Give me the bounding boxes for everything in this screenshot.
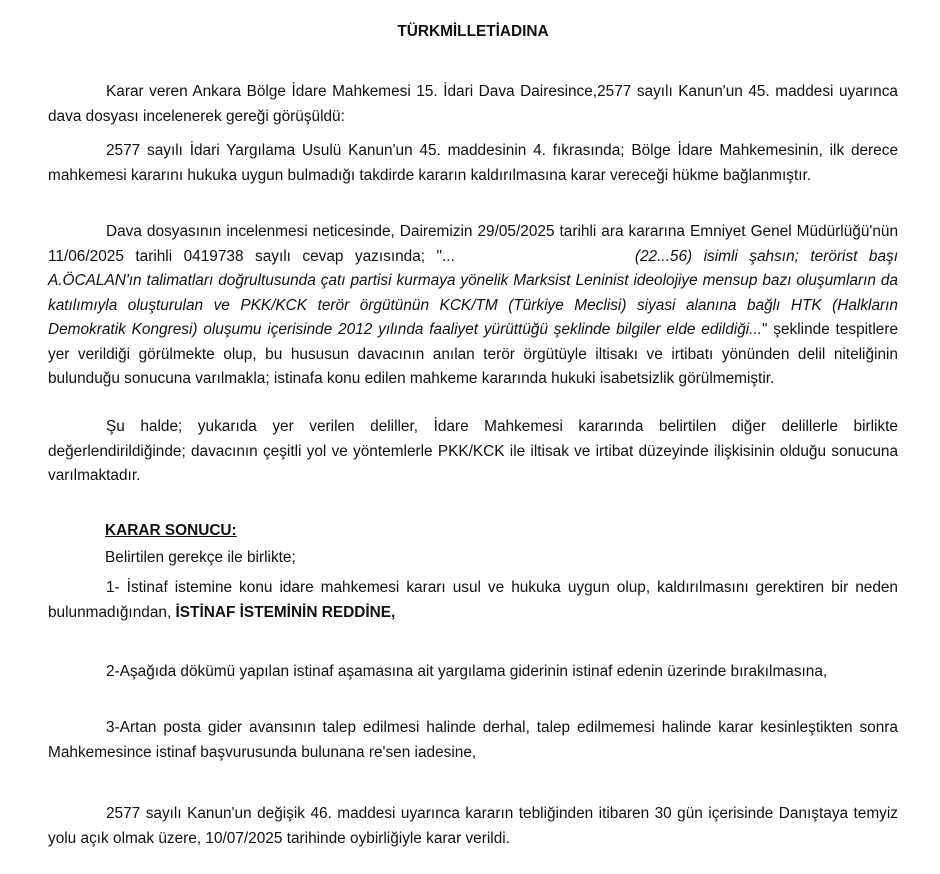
decision-intro: Belirtilen gerekçe ile birlikte; — [105, 549, 296, 566]
document-title: TÜRKMİLLETİADINA — [397, 23, 549, 40]
final-statement: 2577 sayılı Kanun'un değişik 46. maddesi uyarınca kararın tebliğinden itibaren 30 gün içerisinde Danıştaya temyiz yolu açık olmak üzere, 10/07/2025 tarihinde oybirliğiyle karar verildi. — [48, 805, 898, 847]
paragraph-conclusion: Şu halde; yukarıda yer verilen deliller, İdare Mahkemesi kararında belirtilen diğer delillerle birlikte değerlendirildiğinde; davacının çeşitli yol ve yöntemlerle PKK/KCK ile iltisak ve irtibat düzeyinde ilişkisinin olduğu sonucuna varılmaktadır. — [48, 418, 898, 484]
case-review-tail: " şeklinde tespitlere yer verildiği görülmekte olup, bu hususun davacının anılan terör örgütüyle iltisakı ve irtibatı yönünden delil niteliğinin bulunduğu sonucuna varılmakla; istinafa konu edilen mahkeme kararında hukuki isabetsizlik görülmemiştir. — [48, 321, 898, 387]
paragraph-law-article: 2577 sayılı İdari Yargılama Usulü Kanun'un 45. maddesinin 4. fıkrasında; Bölge İdare Mahkemesinin, ilk derece mahkemesi kararını hukuka uygun bulmadığı takdirde kararın kaldırılmasına karar vereceği hükme bağlanmıştır. — [48, 142, 898, 184]
decision-item-1 — [48, 576, 898, 625]
paragraph-intro: Karar veren Ankara Bölge İdare Mahkemesi 15. İdari Dava Dairesince,2577 sayılı Kanun'un 45. maddesi uyarınca dava dosyası incelenerek gereği görüşüldü: — [48, 83, 898, 125]
decision-item-1-text: 1- İstinaf istemine konu idare mahkemesi kararı usul ve hukuka uygun olup, kaldırılmasını gerektiren bir neden bulunmadığından, — [48, 579, 898, 621]
paragraph-case-review — [48, 220, 898, 392]
decision-heading: KARAR SONUCU: — [105, 522, 237, 539]
case-review-quote: (22...56) isimli şahsın; terörist başı A.ÖCALAN'ın talimatları doğrultusunda çatı partisi kurmaya yönelik Marksist Leninist ideolojiye mensup bazı oluşumların da katılımıyla oluşturulan ve PKK/KCK terör örgütünün KCK/TM (Türkiye Meclisi) siyasi alanına bağlı HTK (Halkların Demokratik Kongresi) oluşumu içerisinde 2012 yılında faaliyet yürüttüğü şeklinde bilgiler elde edildiği... — [48, 247, 898, 338]
decision-item-2: 2-Aşağıda dökümü yapılan istinaf aşamasına ait yargılama giderinin istinaf edenin üzerinde bırakılmasına, — [106, 663, 828, 680]
decision-item-1-verdict: İSTİNAF İSTEMİNİN REDDİNE, — [175, 603, 396, 621]
decision-item-3: 3-Artan posta gider avansının talep edilmesi halinde derhal, talep edilmemesi halinde karar kesinleştikten sonra Mahkemesince istinaf başvurusunda bulunana re'sen iadesine, — [48, 719, 898, 761]
case-review-lead: Dava dosyasının incelenmesi neticesinde, Dairemizin 29/05/2025 tarihli ara kararına Emniyet Genel Müdürlüğü'nün 11/06/2025 tarihli 0419738 sayılı cevap yazısında; "... — [48, 223, 898, 265]
